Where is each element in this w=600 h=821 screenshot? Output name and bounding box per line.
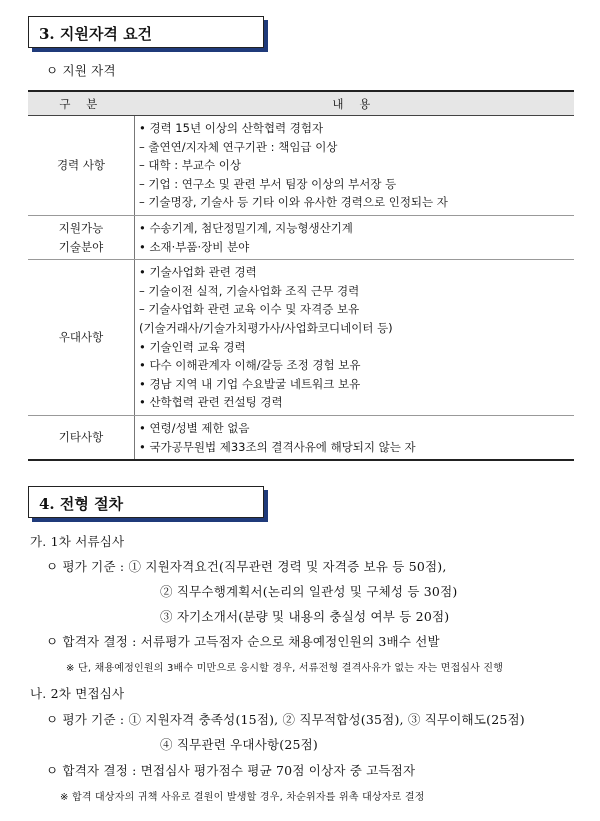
- table-row-etc: [28, 415, 574, 460]
- row-label: 우대사항: [58, 330, 104, 345]
- row-label: 경력 사항: [56, 158, 106, 173]
- list-item: – 대학 : 부교수 이상: [139, 158, 242, 173]
- list-item: • 기술인력 교육 경력: [139, 339, 246, 354]
- list-item: • 연령/성별 제한 없음: [139, 420, 250, 435]
- header-category: 구 분: [28, 91, 135, 116]
- list-item: – 기술사업화 관련 교육 이수 및 자격증 보유: [139, 302, 360, 317]
- stage2-criteria-1: ㅇ 평가 기준 : ① 지원자격 충족성(15점), ② 직무적합성(35점), ③ 직무이해도(25점): [46, 712, 525, 727]
- stage2-criteria-2: ④ 직무관련 우대사항(25점): [160, 737, 318, 752]
- stage1-criteria-2: ② 직무수행계획서(논리의 일관성 및 구체성 등 30점): [160, 584, 458, 599]
- row-label: 기술분야: [58, 239, 104, 254]
- stage1-criteria-1: ㅇ 평가 기준 : ① 지원자격요건(직무관련 경력 및 자격증 보유 등 50점),: [46, 559, 447, 574]
- section-4-title-box: [28, 486, 264, 518]
- table-row-field: [28, 215, 574, 259]
- list-item: • 다수 이해관계자 이해/갈등 조정 경험 보유: [139, 358, 361, 373]
- list-item: • 소재·부품·장비 분야: [139, 239, 250, 254]
- table-row-career: [28, 116, 574, 216]
- list-item: • 경남 지역 내 기업 수요발굴 네트워크 보유: [139, 376, 361, 391]
- section-3-title: 3. 지원자격 요건: [39, 25, 153, 43]
- stage2-pass-rule: ㅇ 합격자 결정 : 면접심사 평가점수 평균 70점 이상자 중 고득점자: [46, 763, 416, 778]
- list-item: – 기업 : 연구소 및 관련 부서 팀장 이상의 부서장 등: [139, 176, 397, 191]
- list-item: – 기술이전 실적, 기술사업화 조직 근무 경력: [139, 283, 360, 298]
- stage1-pass-rule: ㅇ 합격자 결정 : 서류평가 고득점자 순으로 채용예정인원의 3배수 선발: [46, 634, 440, 649]
- stage2-note: ※ 합격 대상자의 귀책 사유로 결원이 발생할 경우, 차순위자를 위촉 대상자로 결정: [60, 792, 425, 803]
- section-4-title: 4. 전형 절차: [39, 495, 124, 513]
- row-label: 기타사항: [58, 430, 104, 445]
- list-item: – 기술명장, 기술사 등 기타 이와 유사한 경력으로 인정되는 자: [139, 195, 448, 210]
- stage1-heading: 가. 1차 서류심사: [30, 534, 125, 549]
- header-content: 내 용: [135, 91, 575, 116]
- table-row-preference: [28, 260, 574, 416]
- stage1-criteria-3: ③ 자기소개서(분량 및 내용의 충실성 여부 등 20점): [160, 609, 450, 624]
- section-3-title-box: [28, 16, 264, 48]
- list-item: (기술거래사/기술가치평가사/사업화코디네이터 등): [139, 320, 393, 335]
- list-item: • 산학협력 관련 컨설팅 경력: [139, 395, 283, 410]
- list-item: • 수송기계, 첨단정밀기계, 지능형생산기계: [139, 220, 353, 235]
- list-item: • 국가공무원법 제33조의 결격사유에 해당되지 않는 자: [139, 439, 416, 454]
- list-item: – 출연연/지자체 연구기관 : 책임급 이상: [139, 139, 338, 154]
- qualification-table: [28, 90, 574, 461]
- stage1-note: ※ 단, 채용예정인원의 3배수 미만으로 응시할 경우, 서류전형 결격사유가 없는 자는 면접심사 진행: [66, 663, 504, 674]
- stage2-heading: 나. 2차 면접심사: [30, 686, 125, 701]
- list-item: • 경력 15년 이상의 산학협력 경험자: [139, 121, 324, 135]
- list-item: • 기술사업화 관련 경력: [139, 265, 257, 280]
- qualification-subheading: ㅇ 지원 자격: [46, 63, 116, 78]
- row-label: 지원가능: [58, 220, 104, 235]
